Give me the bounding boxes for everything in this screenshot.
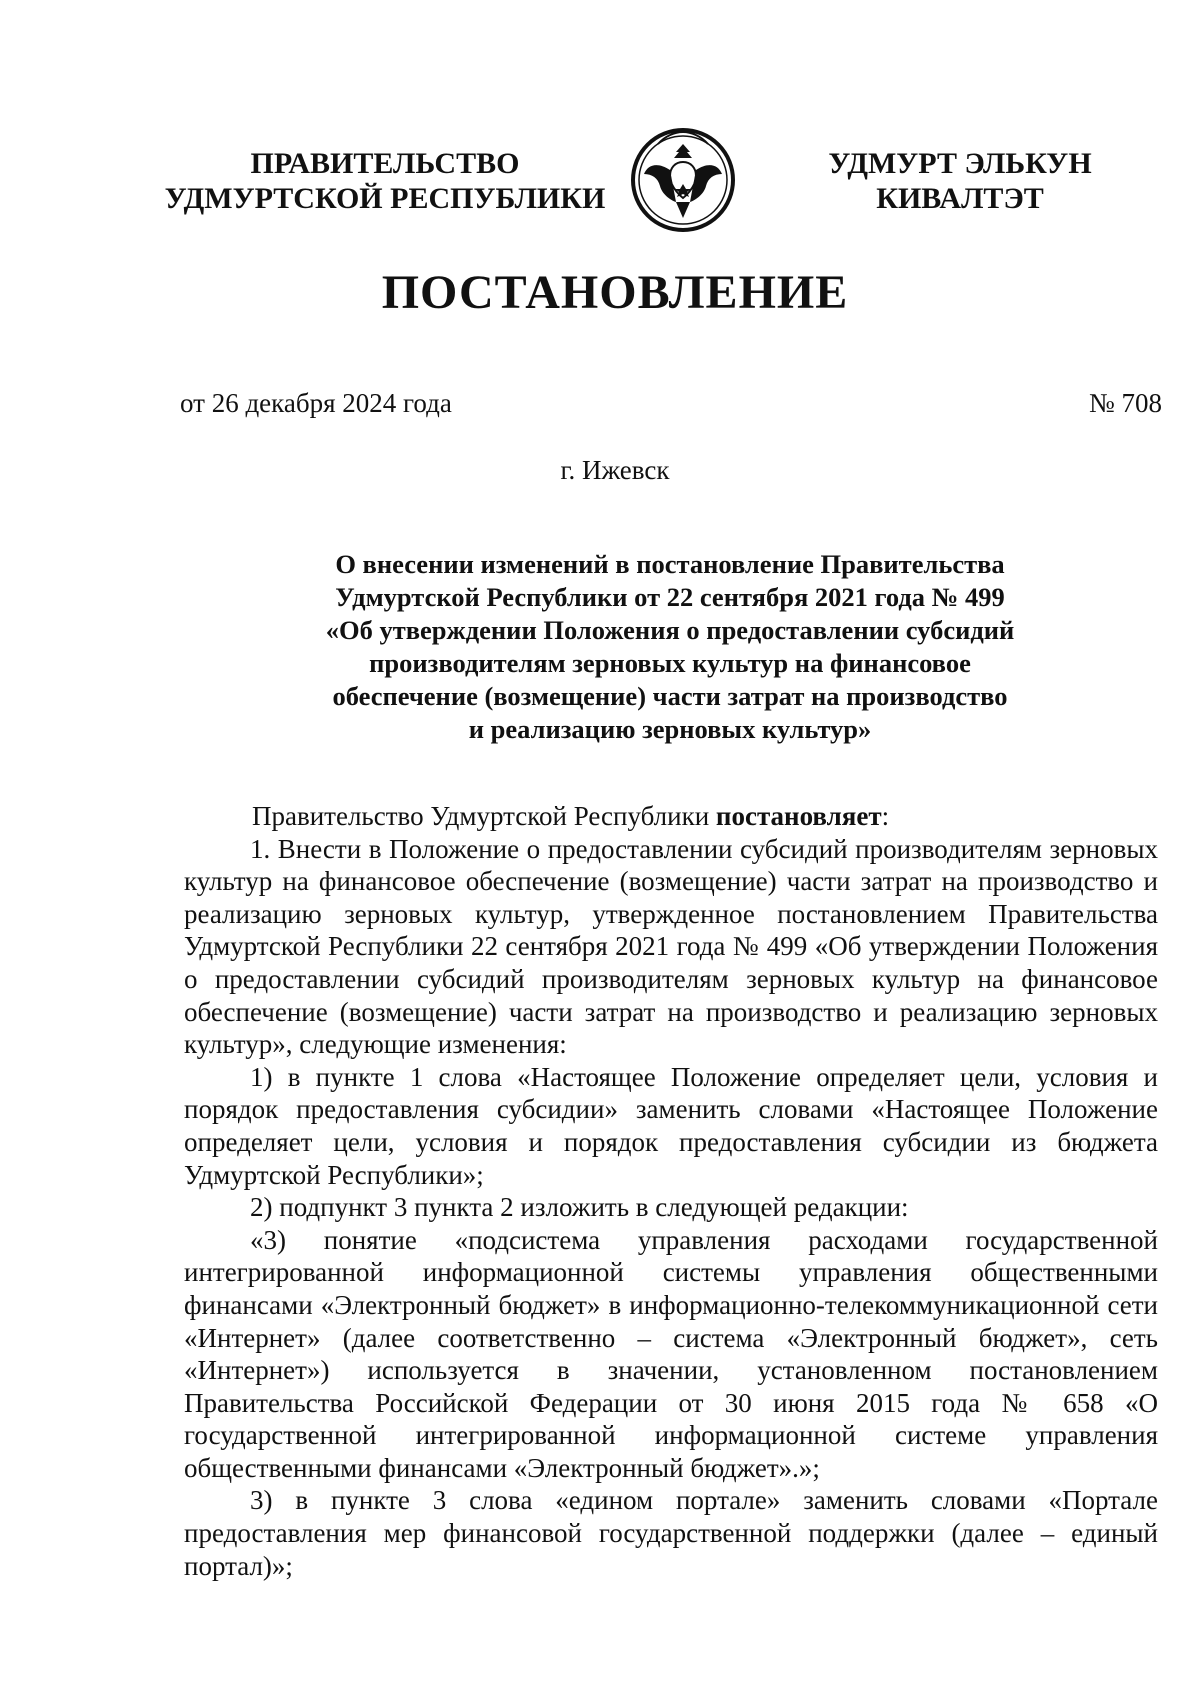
intro-suffix: : <box>881 801 890 831</box>
udmurt-coat-of-arms-icon <box>630 122 736 234</box>
header-left-line1: ПРАВИТЕЛЬСТВО <box>250 147 520 180</box>
subject-line: производителям зерновых культур на финансовое <box>369 648 971 678</box>
intro-text: Правительство Удмуртской Республики <box>252 801 710 831</box>
body-paragraph: 2) подпункт 3 пункта 2 изложить в следующей редакции: <box>250 1192 909 1223</box>
header-right-line1: УДМУРТ ЭЛЬКУН <box>828 147 1092 180</box>
header-right-line2: КИВАЛТЭТ <box>876 182 1044 215</box>
document-type: ПОСТАНОВЛЕНИЕ <box>381 266 849 319</box>
document-number: № 708 <box>1088 388 1162 418</box>
document-date: от 26 декабря 2024 года <box>180 388 452 418</box>
intro-bold-word: постановляет <box>715 801 882 831</box>
subject-line: обеспечение (возмещение) части затрат на производство <box>332 681 1008 711</box>
subject-line: О внесении изменений в постановление Правительства <box>335 549 1005 579</box>
header-left-line2: УДМУРТСКОЙ РЕСПУБЛИКИ <box>164 182 606 215</box>
body-paragraph: «3) понятие «подсистема управления расходами государственной интегрированной информационной системы управления общественными финансами «Электронный бюджет» в информационно-телекоммуникационной сети «Интернет» (далее соответственно – система «Электронный бюджет», сеть «Интернет») используется в значении, установленном постановлением Правительства Российской Федерации от 30 июня 2015 года № 658 «О государственной интегрированной информационной системе управления общественными финансами «Электронный бюджет».»; <box>184 1224 1158 1483</box>
body-paragraph: 1. Внести в Положение о предоставлении субсидий производителям зерновых культур на финансовое обеспечение (возмещение) части затрат на производство и реализацию зерновых культур, утвержденное постановлением Правительства Удмуртской Республики 22 сентября 2021 года № 499 «Об утверждении Положения о предоставлении субсидий производителям зерновых культур на финансовое обеспечение (возмещение) части затрат на производство и реализацию зерновых культур», следующие изменения: <box>184 833 1158 1060</box>
document-city: г. Ижевск <box>560 455 670 485</box>
intro-paragraph <box>184 800 1158 833</box>
document-subject <box>270 548 1070 746</box>
header-left <box>160 146 610 216</box>
header-right <box>805 146 1115 216</box>
body-paragraph: 3) в пункте 3 слова «едином портале» заменить словами «Портале предоставления мер финансовой государственной поддержки (далее – единый портал)»; <box>184 1485 1158 1581</box>
body-paragraph: 1) в пункте 1 слова «Настоящее Положение определяет цели, условия и порядок предоставления субсидии» заменить словами «Настоящее Положение определяет цели, условия и порядок предоставления субсидии из бюджета Удмуртской Республики»; <box>184 1061 1158 1190</box>
document-body <box>184 800 1158 1582</box>
subject-line: «Об утверждении Положения о предоставлении субсидий <box>325 615 1015 645</box>
subject-line: и реализацию зерновых культур» <box>468 714 872 744</box>
subject-line: Удмуртской Республики от 22 сентября 2021 года № 499 <box>335 582 1005 612</box>
